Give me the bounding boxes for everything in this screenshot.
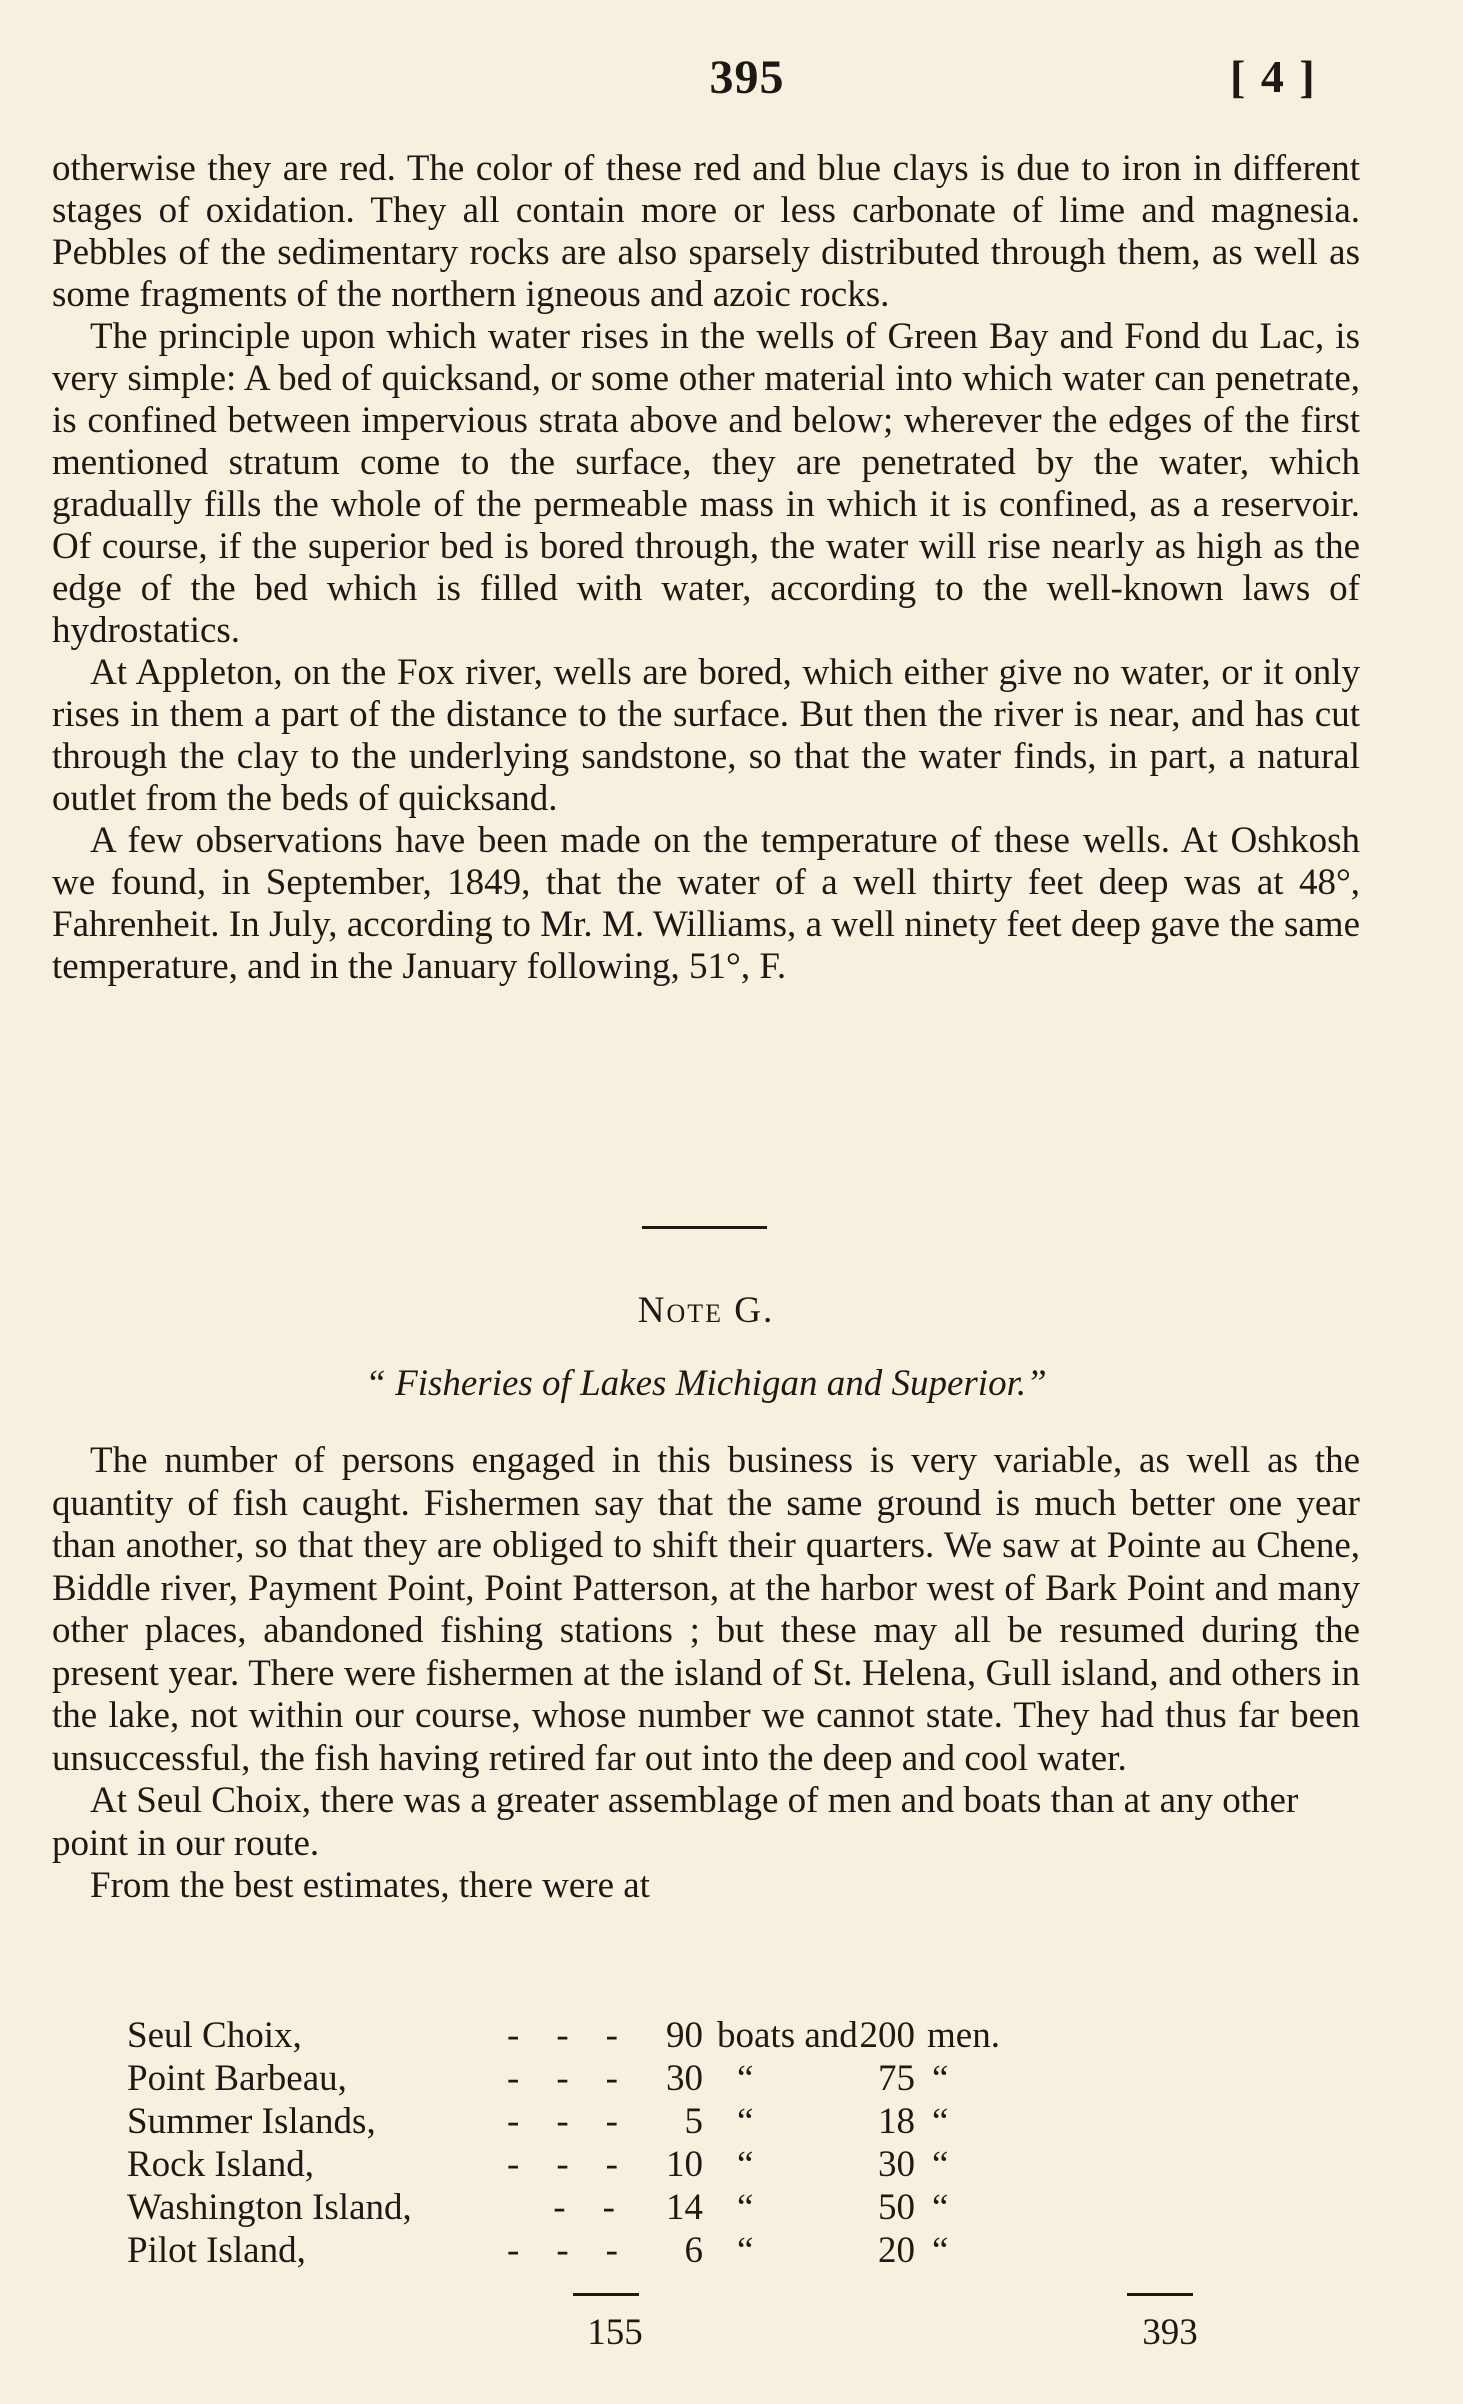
ditto-mark: “ bbox=[737, 2144, 754, 2185]
table-row bbox=[127, 2014, 1360, 2057]
boats-label: boats and bbox=[717, 2015, 858, 2056]
place-name: Summer Islands, bbox=[127, 2101, 376, 2142]
body-text bbox=[52, 148, 1360, 988]
ditto-mark: “ bbox=[737, 2187, 754, 2228]
ditto-mark: “ bbox=[932, 2144, 949, 2185]
boats-count: 5 bbox=[684, 2101, 703, 2142]
paragraph: At Appleton, on the Fox river, wells are bored, which either give no water, or it only rises in them a part of the distance to the surface. But then the river is near, and has cut through the clay to the underlying sandstone, so that the water finds, in part, a natural outlet from the beds of quicksand. bbox=[52, 652, 1360, 819]
boats-count: 30 bbox=[666, 2058, 703, 2099]
men-count: 20 bbox=[878, 2230, 915, 2271]
place-name: Seul Choix, bbox=[127, 2015, 302, 2056]
ditto-mark: “ bbox=[737, 2230, 754, 2271]
table-row bbox=[127, 2143, 1360, 2186]
men-count: 50 bbox=[878, 2187, 915, 2228]
men-count: 18 bbox=[878, 2101, 915, 2142]
leader-dashes: - - - bbox=[507, 2101, 618, 2142]
section-divider bbox=[642, 1226, 767, 1229]
leader-dashes: - - - bbox=[507, 2144, 618, 2185]
table-row bbox=[127, 2186, 1360, 2229]
men-count: 200 bbox=[859, 2015, 915, 2056]
table-row bbox=[127, 2057, 1360, 2100]
place-name: Pilot Island, bbox=[127, 2230, 306, 2271]
place-name: Point Barbeau, bbox=[127, 2058, 347, 2099]
document-page bbox=[52, 0, 1360, 2404]
men-count: 75 bbox=[878, 2058, 915, 2099]
sum-rule bbox=[573, 2293, 639, 2296]
men-label: men. bbox=[927, 2015, 1000, 2056]
paragraph: The principle upon which water rises in the wells of Green Bay and Fond du Lac, is very simple: A bed of quicksand, or some other material into which water can penetrate, is confined between impervious strata above and below; wherever the edges of the first mentioned stratum come to the surface, they are penetrated by the water, which gradually fills the whole of the permeable mass in which it is confined, as a reservoir. Of course, if the superior bed is bored through, the water will rise nearly as high as the edge of the bed which is filled with water, according to the well-known laws of hydrostatics. bbox=[52, 316, 1360, 651]
total-men: 393 bbox=[1142, 2312, 1198, 2353]
boats-count: 10 bbox=[666, 2144, 703, 2185]
paragraph: The number of persons engaged in this business is very variable, as well as the quantity of fish caught. Fishermen say that the same ground is much better one year than another, so that they are obliged to shift their quarters. We saw at Pointe au Chene, Biddle river, Payment Point, Point Patterson, at the harbor west of Bark Point and many other places, abandoned fishing stations ; but these may all be resumed during the present year. There were fishermen at the island of St. Helena, Gull island, and others in the lake, not within our course, whose number we cannot state. They had thus far been unsuccessful, the fish having retired far out into the deep and cool water. bbox=[52, 1440, 1360, 1779]
ditto-mark: “ bbox=[932, 2187, 949, 2228]
leader-dashes: - - bbox=[507, 2187, 615, 2228]
place-name: Rock Island, bbox=[127, 2144, 315, 2185]
note-title: Note G. bbox=[637, 1290, 775, 1331]
ditto-mark: “ bbox=[737, 2058, 754, 2099]
ditto-mark: “ bbox=[932, 2101, 949, 2142]
table-row bbox=[127, 2100, 1360, 2143]
sum-rule bbox=[1127, 2293, 1193, 2296]
leader-dashes: - - - bbox=[507, 2015, 618, 2056]
paragraph: At Seul Choix, there was a greater assemblage of men and boats than at any other point in our route. bbox=[52, 1780, 1299, 1864]
paragraph: A few observations have been made on the temperature of these wells. At Oshkosh we found, in September, 1849, that the water of a well thirty feet deep was at 48°, Fahrenheit. In July, according to Mr. M. Williams, a well ninety feet deep gave the same temperature, and in the January following, 51°, F. bbox=[52, 820, 1360, 987]
note-subtitle: “ Fisheries of Lakes Michigan and Superior.” bbox=[365, 1363, 1047, 1404]
boats-count: 90 bbox=[666, 2015, 703, 2056]
place-name: Washington Island, bbox=[127, 2187, 412, 2228]
total-boats: 155 bbox=[587, 2312, 643, 2353]
boats-count: 14 bbox=[666, 2187, 703, 2228]
paragraph: otherwise they are red. The color of these red and blue clays is due to iron in different stages of oxidation. They all contain more or less carbonate of lime and magnesia. Pebbles of the sedimentary rocks are also sparsely distributed through them, as well as some fragments of the northern igneous and azoic rocks. bbox=[52, 148, 1360, 315]
leader-dashes: - - - bbox=[507, 2230, 618, 2271]
boats-count: 6 bbox=[684, 2230, 703, 2271]
ditto-mark: “ bbox=[737, 2101, 754, 2142]
paragraph: From the best estimates, there were at bbox=[90, 1865, 650, 1906]
document-number: [ 4 ] bbox=[1230, 51, 1317, 102]
table-row bbox=[127, 2229, 1360, 2272]
ditto-mark: “ bbox=[932, 2230, 949, 2271]
men-count: 30 bbox=[878, 2144, 915, 2185]
fisheries-table bbox=[127, 2014, 1360, 2272]
note-body-text bbox=[52, 1440, 1360, 1908]
ditto-mark: “ bbox=[932, 2058, 949, 2099]
page-number: 395 bbox=[709, 51, 785, 104]
leader-dashes: - - - bbox=[507, 2058, 618, 2099]
